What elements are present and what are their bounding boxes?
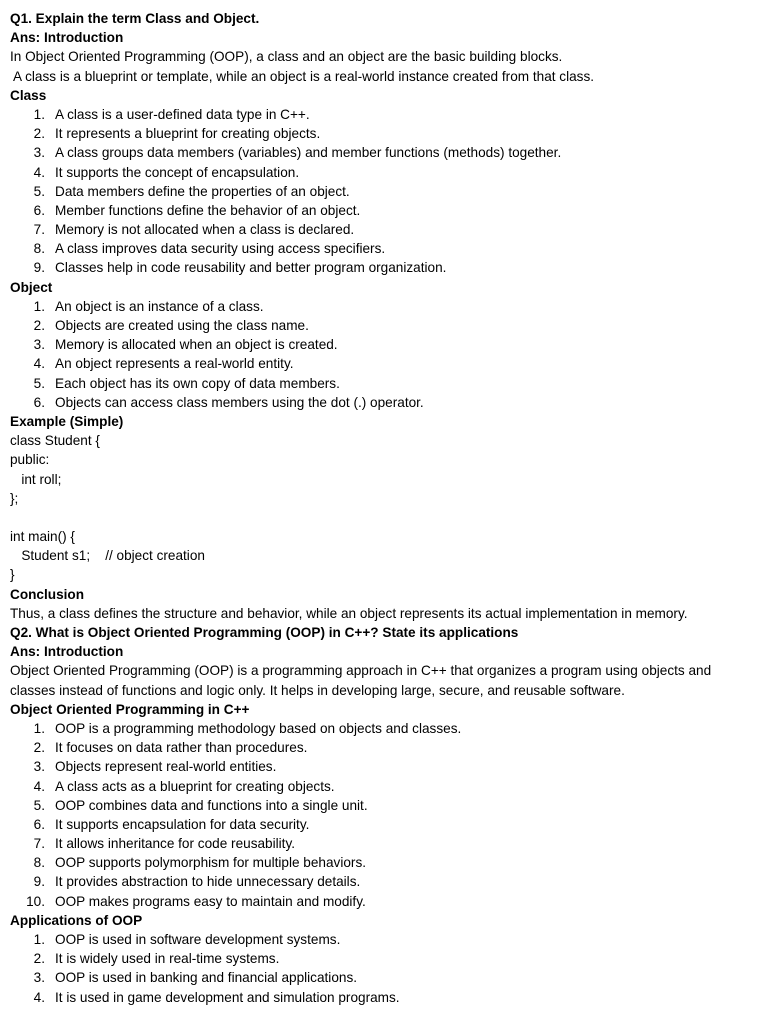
list-item-number: 5.: [33, 183, 45, 199]
list-item: [10, 815, 758, 834]
example-heading: Example (Simple): [10, 413, 124, 429]
list-item-number: 7.: [33, 222, 45, 238]
list-item-text: An object represents a real-world entity.: [55, 356, 294, 372]
list-item-number: 9.: [33, 260, 45, 276]
list-item-number: 1.: [33, 932, 45, 948]
list-item-text: A class acts as a blueprint for creating objects.: [55, 778, 335, 794]
list-item: [10, 374, 758, 393]
class-list: [10, 105, 758, 278]
oop-heading: Object Oriented Programming in C++: [10, 701, 250, 717]
list-item-number: 6.: [33, 816, 45, 832]
list-item-number: 10.: [26, 893, 45, 909]
list-item-number: 1.: [33, 298, 45, 314]
list-item-number: 2.: [33, 740, 45, 756]
object-list: [10, 297, 758, 412]
q1-intro-line: In Object Oriented Programming (OOP), a class and an object are the basic building blocks.: [10, 49, 563, 65]
q2-answer-heading: Ans: Introduction: [10, 644, 124, 660]
list-item-number: 4.: [33, 164, 45, 180]
list-item-number: 4.: [33, 778, 45, 794]
list-item: [10, 258, 758, 277]
code-block: [10, 431, 758, 585]
code-line: int main() {: [10, 529, 75, 545]
list-item-text: Objects are created using the class name.: [55, 318, 309, 333]
conclusion-heading: Conclusion: [10, 586, 85, 602]
list-item-text: Classes help in code reusability and better program organization.: [55, 260, 447, 276]
code-line: public:: [10, 452, 50, 468]
list-item: [10, 757, 758, 776]
list-item-number: 4.: [33, 356, 45, 372]
list-item-text: It supports the concept of encapsulation.: [55, 164, 300, 180]
list-item-text: It allows inheritance for code reusability.: [55, 836, 296, 852]
list-item-number: 4.: [33, 989, 45, 1005]
list-item-number: 8.: [33, 855, 45, 871]
list-item: [10, 834, 758, 853]
code-line: }: [10, 567, 15, 583]
list-item: [10, 796, 758, 815]
list-item-text: OOP is used in banking and financial applications.: [55, 970, 358, 986]
code-line: };: [10, 490, 19, 506]
list-item-number: 3.: [33, 145, 45, 161]
list-item: [10, 738, 758, 757]
list-item: [10, 163, 758, 182]
class-heading: Class: [10, 87, 47, 103]
list-item-text: OOP combines data and functions into a single unit.: [55, 797, 368, 813]
list-item-number: 6.: [33, 202, 45, 218]
list-item: [10, 949, 758, 968]
conclusion-text: Thus, a class defines the structure and behavior, while an object represents its actual implementation in memory.: [10, 605, 688, 621]
list-item-text: Objects can access class members using the dot (.) operator.: [55, 394, 424, 410]
list-item-text: OOP supports polymorphism for multiple behaviors.: [55, 855, 367, 871]
code-line: class Student {: [10, 433, 100, 449]
list-item: [10, 124, 758, 143]
list-item: [10, 968, 758, 987]
list-item: [10, 393, 758, 412]
document-page: [10, 9, 758, 1007]
list-item-text: It focuses on data rather than procedures.: [55, 740, 308, 756]
list-item-text: Member functions define the behavior of an object.: [55, 202, 361, 218]
q2-intro-text: Object Oriented Programming (OOP) is a programming approach in C++ that organizes a program using objects and classes instead of functions and logic only. It helps in developing large, secure, and reusable software.: [10, 663, 712, 698]
code-line: int roll;: [10, 471, 62, 487]
list-item: [10, 930, 758, 949]
list-item-text: It is used in game development and simulation programs.: [55, 989, 400, 1005]
list-item: [10, 719, 758, 738]
list-item-number: 9.: [33, 874, 45, 890]
list-item: [10, 892, 758, 911]
list-item-number: 8.: [33, 241, 45, 257]
list-item-text: A class groups data members (variables) and member functions (methods) together.: [55, 145, 562, 161]
list-item-text: An object is an instance of a class.: [55, 298, 264, 314]
q1-question: Q1. Explain the term Class and Object.: [10, 11, 260, 26]
list-item: [10, 354, 758, 373]
list-item-text: Each object has its own copy of data members.: [55, 375, 340, 391]
list-item-number: 1.: [33, 720, 45, 736]
list-item-text: OOP is a programming methodology based on objects and classes.: [55, 720, 462, 736]
list-item-text: A class is a user-defined data type in C++.: [55, 106, 310, 122]
list-item-text: Objects represent real-world entities.: [55, 759, 277, 775]
oop-list: [10, 719, 758, 911]
list-item-text: It supports encapsulation for data security.: [55, 816, 310, 832]
q1-answer-heading: Ans: Introduction: [10, 30, 124, 46]
list-item-text: Memory is not allocated when a class is declared.: [55, 222, 355, 238]
list-item-number: 6.: [33, 394, 45, 410]
list-item: [10, 853, 758, 872]
list-item: [10, 777, 758, 796]
q1-intro-line: A class is a blueprint or template, while an object is a real-world instance created from that class.: [10, 68, 595, 84]
list-item-number: 3.: [33, 759, 45, 775]
list-item-text: A class improves data security using access specifiers.: [55, 241, 386, 257]
list-item: [10, 182, 758, 201]
list-item: [10, 316, 758, 335]
list-item: [10, 105, 758, 124]
applications-list: [10, 930, 758, 1007]
list-item: [10, 335, 758, 354]
list-item-number: 3.: [33, 970, 45, 986]
list-item: [10, 201, 758, 220]
list-item: [10, 872, 758, 891]
list-item-number: 2.: [33, 951, 45, 967]
list-item-text: OOP makes programs easy to maintain and modify.: [55, 893, 366, 909]
list-item-text: It provides abstraction to hide unnecessary details.: [55, 874, 361, 890]
list-item: [10, 239, 758, 258]
list-item: [10, 297, 758, 316]
list-item: [10, 143, 758, 162]
list-item-number: 2.: [33, 318, 45, 333]
applications-heading: Applications of OOP: [10, 912, 143, 928]
list-item-number: 5.: [33, 375, 45, 391]
list-item-number: 2.: [33, 126, 45, 142]
object-heading: Object: [10, 279, 53, 295]
list-item-number: 5.: [33, 797, 45, 813]
list-item-text: It is widely used in real-time systems.: [55, 951, 280, 967]
list-item: [10, 220, 758, 239]
list-item: [10, 988, 758, 1007]
code-line: [10, 508, 758, 527]
list-item-text: Memory is allocated when an object is created.: [55, 337, 338, 353]
list-item-text: OOP is used in software development systems.: [55, 932, 341, 948]
list-item-number: 7.: [33, 836, 45, 852]
list-item-text: Data members define the properties of an object.: [55, 183, 350, 199]
list-item-number: 3.: [33, 337, 45, 353]
code-line: Student s1; // object creation: [10, 548, 205, 564]
list-item-number: 1.: [33, 106, 45, 122]
q2-question: Q2. What is Object Oriented Programming (OOP) in C++? State its applications: [10, 625, 519, 640]
list-item-text: It represents a blueprint for creating objects.: [55, 126, 321, 142]
